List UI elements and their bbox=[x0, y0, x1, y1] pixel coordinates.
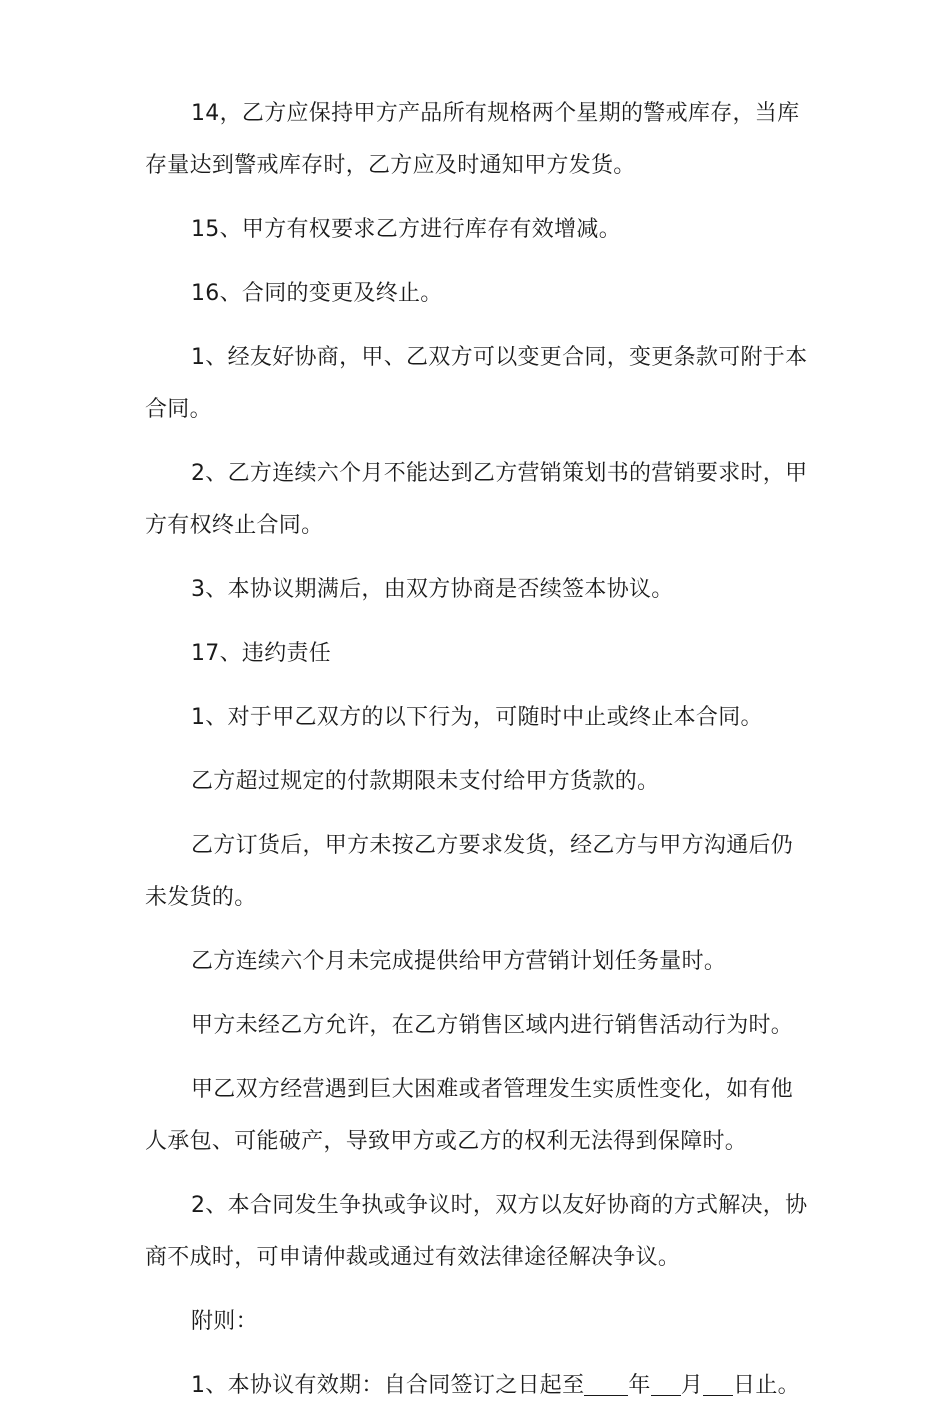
paragraph-14: 14，乙方应保持甲方产品所有规格两个星期的警戒库存，当库存量达到警戒库存时，乙方应及时通知甲方发货。 bbox=[145, 101, 800, 178]
month-blank bbox=[651, 1373, 681, 1396]
month-label: 月 bbox=[680, 1373, 704, 1398]
appendix-heading: 附则： bbox=[191, 1309, 258, 1334]
paragraph-16-heading: 16、合同的变更及终止。 bbox=[191, 281, 443, 306]
document-body bbox=[145, 88, 810, 1412]
paragraph-16-1: 1、经友好协商，甲、乙双方可以变更合同，变更条款可附于本合同。 bbox=[145, 345, 808, 422]
day-label: 日止。 bbox=[733, 1373, 800, 1398]
paragraph-16-2: 2、乙方连续六个月不能达到乙方营销策划书的营销要求时，甲方有权终止合同。 bbox=[145, 461, 808, 538]
day-blank bbox=[703, 1373, 733, 1396]
validity-prefix: 1、本协议有效期：自合同签订之日起至 bbox=[191, 1373, 585, 1398]
paragraph-17-1-a: 乙方超过规定的付款期限未支付给甲方货款的。 bbox=[191, 769, 660, 794]
paragraph-17-1-e: 甲乙双方经营遇到巨大困难或者管理发生实质性变化，如有他人承包、可能破产，导致甲方或乙方的权利无法得到保障时。 bbox=[145, 1077, 794, 1154]
year-label: 年 bbox=[628, 1373, 651, 1398]
paragraph-17-1-d: 甲方未经乙方允许，在乙方销售区域内进行销售活动行为时。 bbox=[191, 1013, 794, 1038]
appendix-item-1 bbox=[145, 1360, 810, 1412]
paragraph-17-1: 1、对于甲乙双方的以下行为，可随时中止或终止本合同。 bbox=[191, 705, 763, 730]
paragraph-16-3: 3、本协议期满后，由双方协商是否续签本协议。 bbox=[191, 577, 674, 602]
paragraph-17-1-c: 乙方连续六个月未完成提供给甲方营销计划任务量时。 bbox=[191, 949, 727, 974]
paragraph-17-1-b: 乙方订货后，甲方未按乙方要求发货，经乙方与甲方沟通后仍未发货的。 bbox=[145, 833, 794, 910]
paragraph-17-heading: 17、违约责任 bbox=[191, 641, 332, 666]
paragraph-17-2: 2、本合同发生争执或争议时，双方以友好协商的方式解决，协商不成时，可申请仲裁或通过有效法律途径解决争议。 bbox=[145, 1193, 808, 1270]
year-blank bbox=[584, 1373, 628, 1396]
paragraph-15: 15、甲方有权要求乙方进行库存有效增减。 bbox=[191, 217, 621, 242]
